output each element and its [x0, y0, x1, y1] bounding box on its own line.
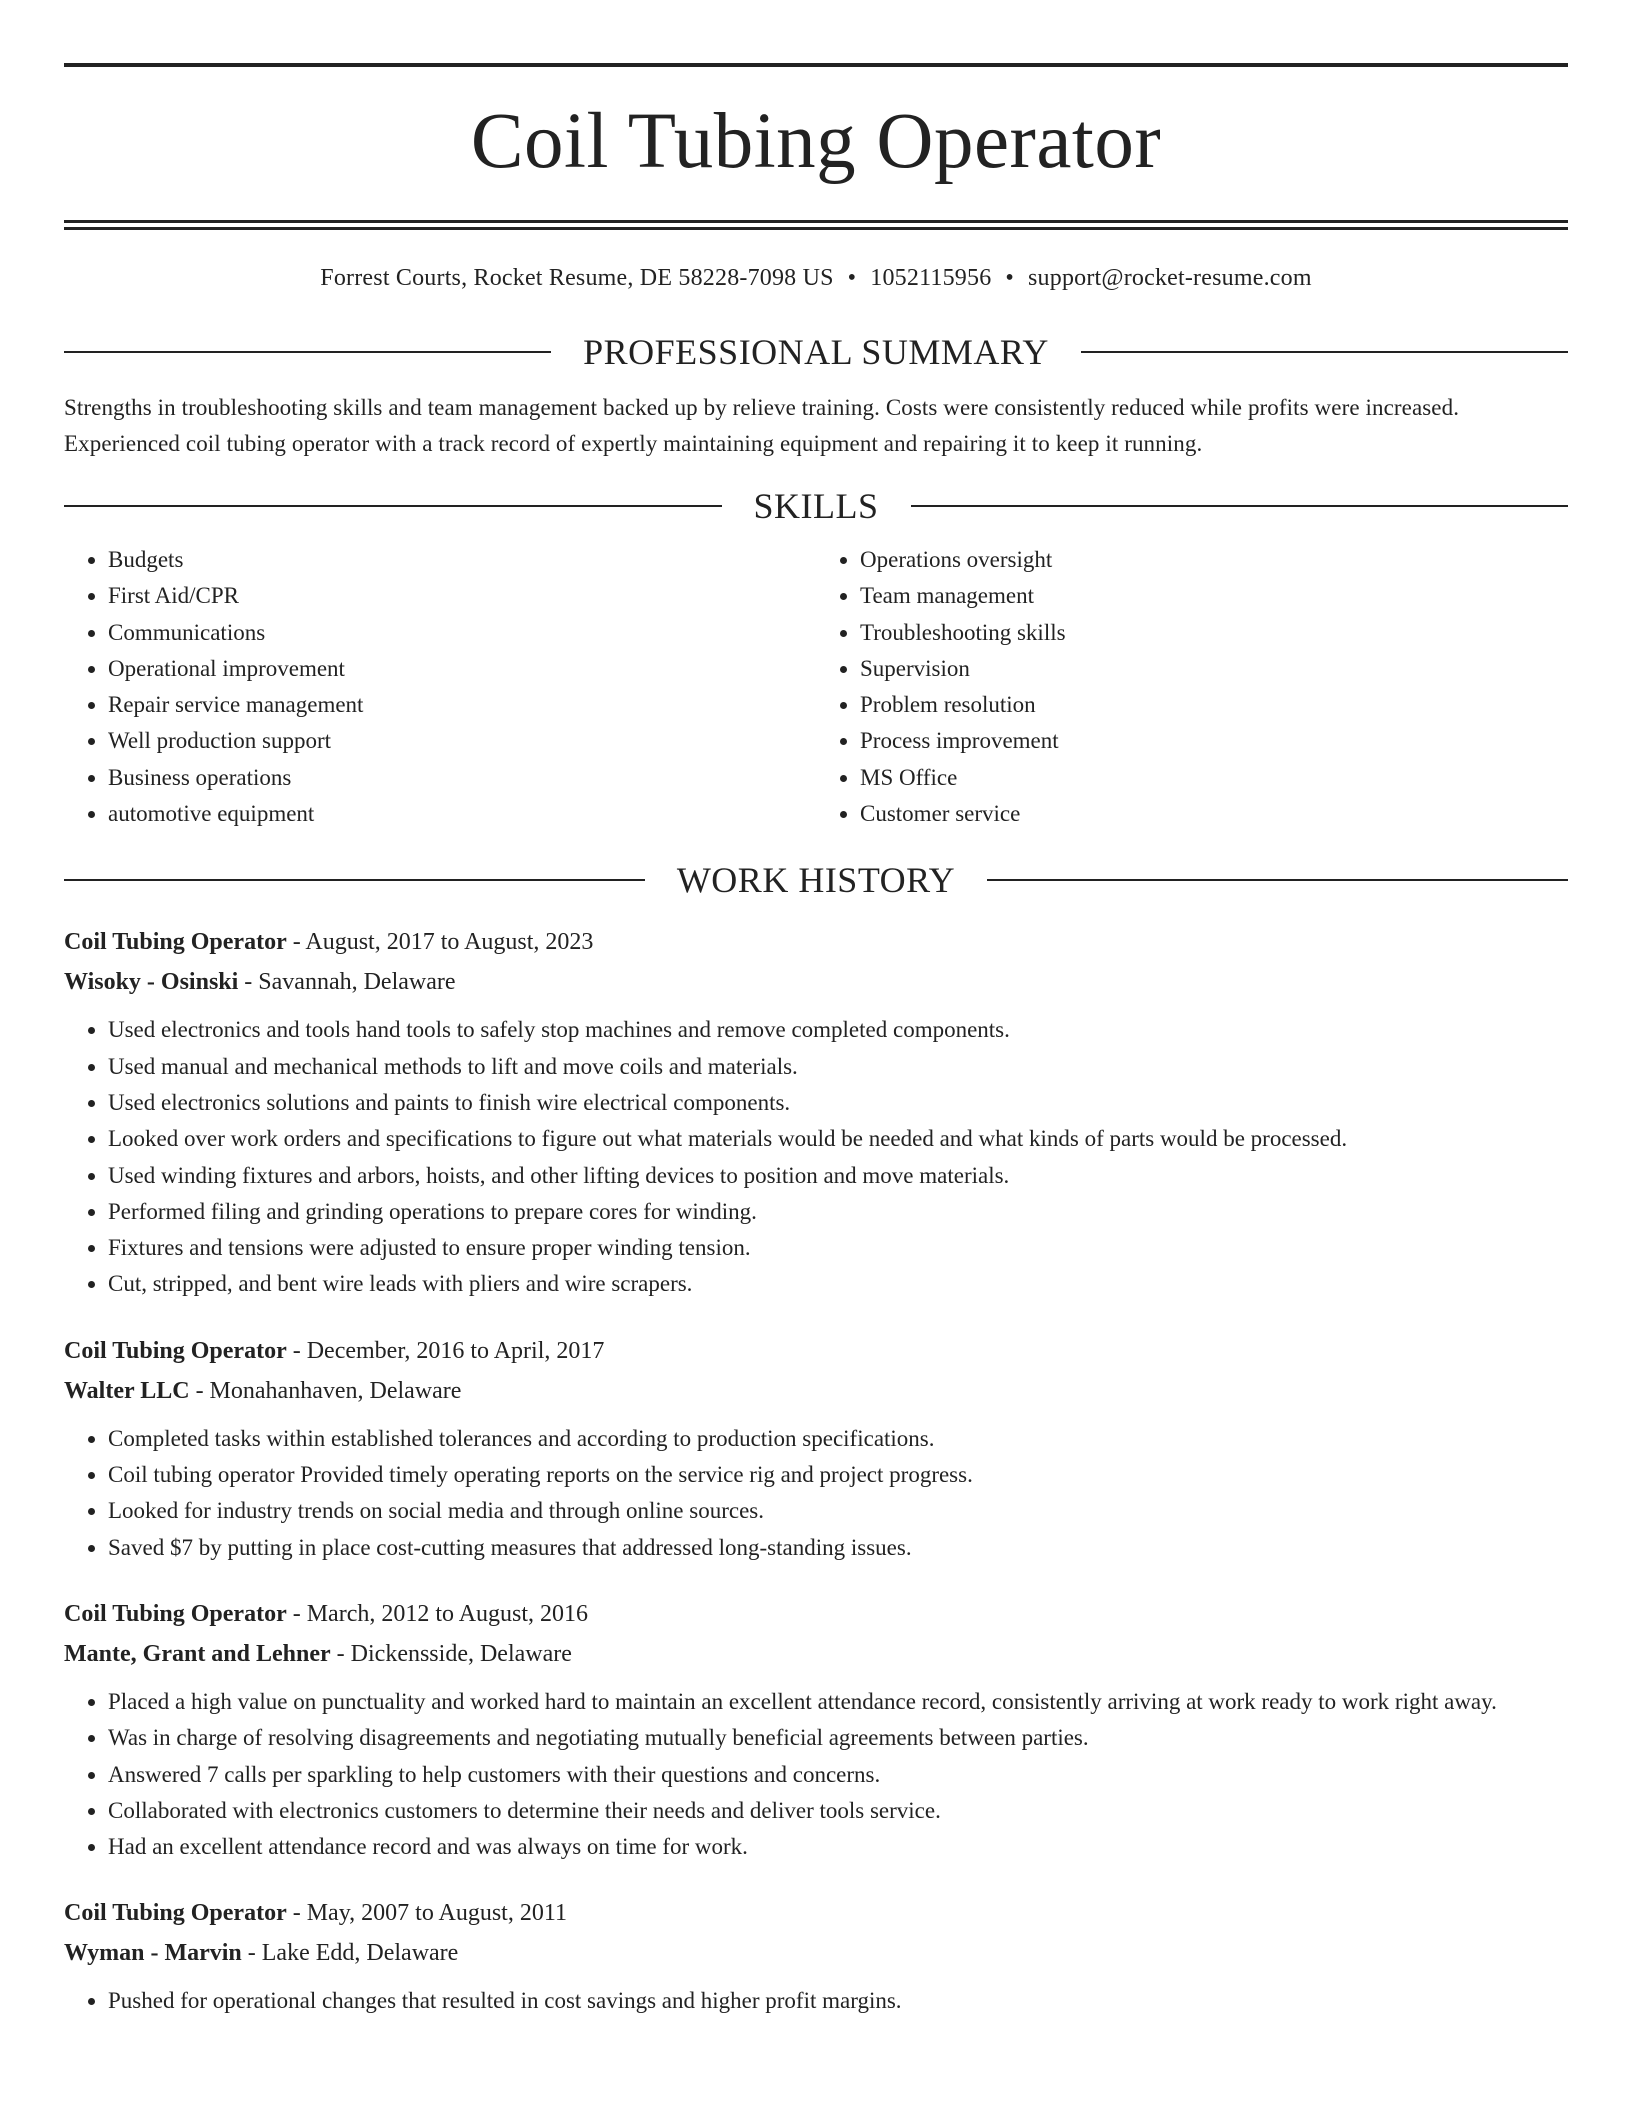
- job-title: Coil Tubing Operator: [64, 1337, 287, 1364]
- skill-item: • Supervision: [860, 651, 1568, 687]
- summary-heading: [64, 330, 1568, 374]
- job-company-line: [64, 962, 1568, 1002]
- job-title: Coil Tubing Operator: [64, 929, 287, 956]
- contact-separator: •: [1005, 265, 1014, 291]
- skill-item: • MS Office: [860, 760, 1568, 796]
- job-company: Mante, Grant and Lehner: [64, 1640, 331, 1667]
- contact-phone: 1052115956: [870, 265, 992, 291]
- job-dates: - March, 2012 to August, 2016: [286, 1600, 589, 1627]
- job-bullet: • Coil tubing operator Provided timely operating reports on the service rig and project progress.: [108, 1457, 1568, 1493]
- job-bullet: • Performed filing and grinding operations to prepare cores for winding.: [108, 1194, 1568, 1230]
- skill-item: • Operational improvement: [108, 651, 816, 687]
- job-title-line: [64, 1331, 1568, 1371]
- job-location: - Monahanhaven, Delaware: [189, 1377, 462, 1404]
- job-location: - Savannah, Delaware: [238, 969, 456, 996]
- job-bullet: • Used electronics and tools hand tools to safely stop machines and remove completed components.: [108, 1012, 1568, 1048]
- heading-rule-right: [1081, 351, 1568, 353]
- job-location: - Dickensside, Delaware: [330, 1640, 572, 1667]
- job-dates: - May, 2007 to August, 2011: [286, 1900, 567, 1927]
- job-bullets: [64, 1684, 1568, 1865]
- job-bullet: • Saved $7 by putting in place cost-cutting measures that addressed long-standing issues.: [108, 1530, 1568, 1566]
- job-entry: [64, 1594, 1568, 1865]
- job-company-line: [64, 1933, 1568, 1973]
- job-company: Wisoky - Osinski: [64, 969, 239, 996]
- heading-rule-left: [64, 879, 645, 881]
- job-location: - Lake Edd, Delaware: [241, 1940, 459, 1967]
- job-bullet: • Used electronics solutions and paints to finish wire electrical components.: [108, 1085, 1568, 1121]
- job-bullet: • Placed a high value on punctuality and worked hard to maintain an excellent attendance record, consistently arriving at work ready to work right away.: [108, 1684, 1568, 1720]
- job-title-line: [64, 1594, 1568, 1634]
- job-bullet: • Pushed for operational changes that resulted in cost savings and higher profit margins.: [108, 1983, 1568, 2019]
- job-bullet: • Completed tasks within established tolerances and according to production specifications.: [108, 1421, 1568, 1457]
- job-bullet: • Looked over work orders and specifications to figure out what materials would be needed and what kinds of parts would be processed.: [108, 1121, 1568, 1157]
- summary-heading-label: PROFESSIONAL SUMMARY: [583, 332, 1049, 372]
- heading-rule-right: [987, 879, 1568, 881]
- work-history-heading-label: WORK HISTORY: [676, 860, 956, 901]
- job-title-line: [64, 922, 1568, 962]
- contact-address: Forrest Courts, Rocket Resume, DE 58228-7098 US: [320, 265, 834, 291]
- contact-separator: •: [847, 265, 857, 291]
- job-entry: [64, 1893, 1568, 2019]
- skill-item: • Operations oversight: [860, 542, 1568, 578]
- job-bullet: • Was in charge of resolving disagreements and negotiating mutually beneficial agreements between parties.: [108, 1720, 1568, 1756]
- job-bullet: • Collaborated with electronics customers to determine their needs and deliver tools service.: [108, 1793, 1568, 1829]
- top-rule: [64, 63, 1568, 67]
- skills-list-right: [816, 542, 1568, 832]
- job-bullet: • Looked for industry trends on social media and through online sources.: [108, 1493, 1568, 1529]
- job-company-line: [64, 1634, 1568, 1674]
- job-dates: - August, 2017 to August, 2023: [286, 929, 594, 956]
- job-bullet: • Answered 7 calls per sparkling to help customers with their questions and concerns.: [108, 1757, 1568, 1793]
- skill-item: • Business operations: [108, 760, 816, 796]
- skills-heading-label: SKILLS: [753, 486, 879, 526]
- skills-columns: [64, 542, 1568, 832]
- title-double-rule: [64, 220, 1568, 230]
- job-entry: [64, 922, 1568, 1302]
- skill-item: • Repair service management: [108, 687, 816, 723]
- skill-item: • Budgets: [108, 542, 816, 578]
- job-title: Coil Tubing Operator: [64, 1900, 287, 1927]
- job-bullets: [64, 1983, 1568, 2019]
- skill-item: • Troubleshooting skills: [860, 615, 1568, 651]
- job-bullet: • Used manual and mechanical methods to lift and move coils and materials.: [108, 1049, 1568, 1085]
- heading-rule-left: [64, 351, 551, 353]
- heading-rule-right: [911, 505, 1569, 507]
- skill-item: • First Aid/CPR: [108, 578, 816, 614]
- skills-list-left: [64, 542, 816, 832]
- job-bullets: [64, 1012, 1568, 1302]
- job-company: Walter LLC: [64, 1377, 190, 1404]
- job-dates: - December, 2016 to April, 2017: [286, 1337, 605, 1364]
- skill-item: • Process improvement: [860, 723, 1568, 759]
- heading-rule-left: [64, 505, 722, 507]
- job-company: Wyman - Marvin: [64, 1940, 242, 1967]
- skill-item: • Customer service: [860, 796, 1568, 832]
- work-history-heading: [64, 858, 1568, 902]
- contact-email: support@rocket-resume.com: [1028, 265, 1312, 291]
- skill-item: • Well production support: [108, 723, 816, 759]
- job-entry: [64, 1331, 1568, 1566]
- skill-item: • Problem resolution: [860, 687, 1568, 723]
- job-bullets: [64, 1421, 1568, 1566]
- skill-item: • Communications: [108, 615, 816, 651]
- job-title-line: [64, 1893, 1568, 1933]
- job-bullet: • Fixtures and tensions were adjusted to ensure proper winding tension.: [108, 1230, 1568, 1266]
- skill-item: • automotive equipment: [108, 796, 816, 832]
- job-title: Coil Tubing Operator: [64, 1600, 287, 1627]
- skill-item: • Team management: [860, 578, 1568, 614]
- contact-line: [64, 262, 1568, 294]
- summary-text: Strengths in troubleshooting skills and team management backed up by relieve training. Costs were consistently reduced while profits were increased. Experienced coil tubing operator with a track record of expertly maintaining equipment and repairing it to keep it running.: [64, 395, 1460, 456]
- resume-title: Coil Tubing Operator: [470, 98, 1162, 185]
- skills-heading: [64, 484, 1568, 528]
- job-company-line: [64, 1371, 1568, 1411]
- job-bullet: • Had an excellent attendance record and was always on time for work.: [108, 1829, 1568, 1865]
- job-bullet: • Used winding fixtures and arbors, hoists, and other lifting devices to position and move materials.: [108, 1158, 1568, 1194]
- job-bullet: • Cut, stripped, and bent wire leads with pliers and wire scrapers.: [108, 1266, 1568, 1302]
